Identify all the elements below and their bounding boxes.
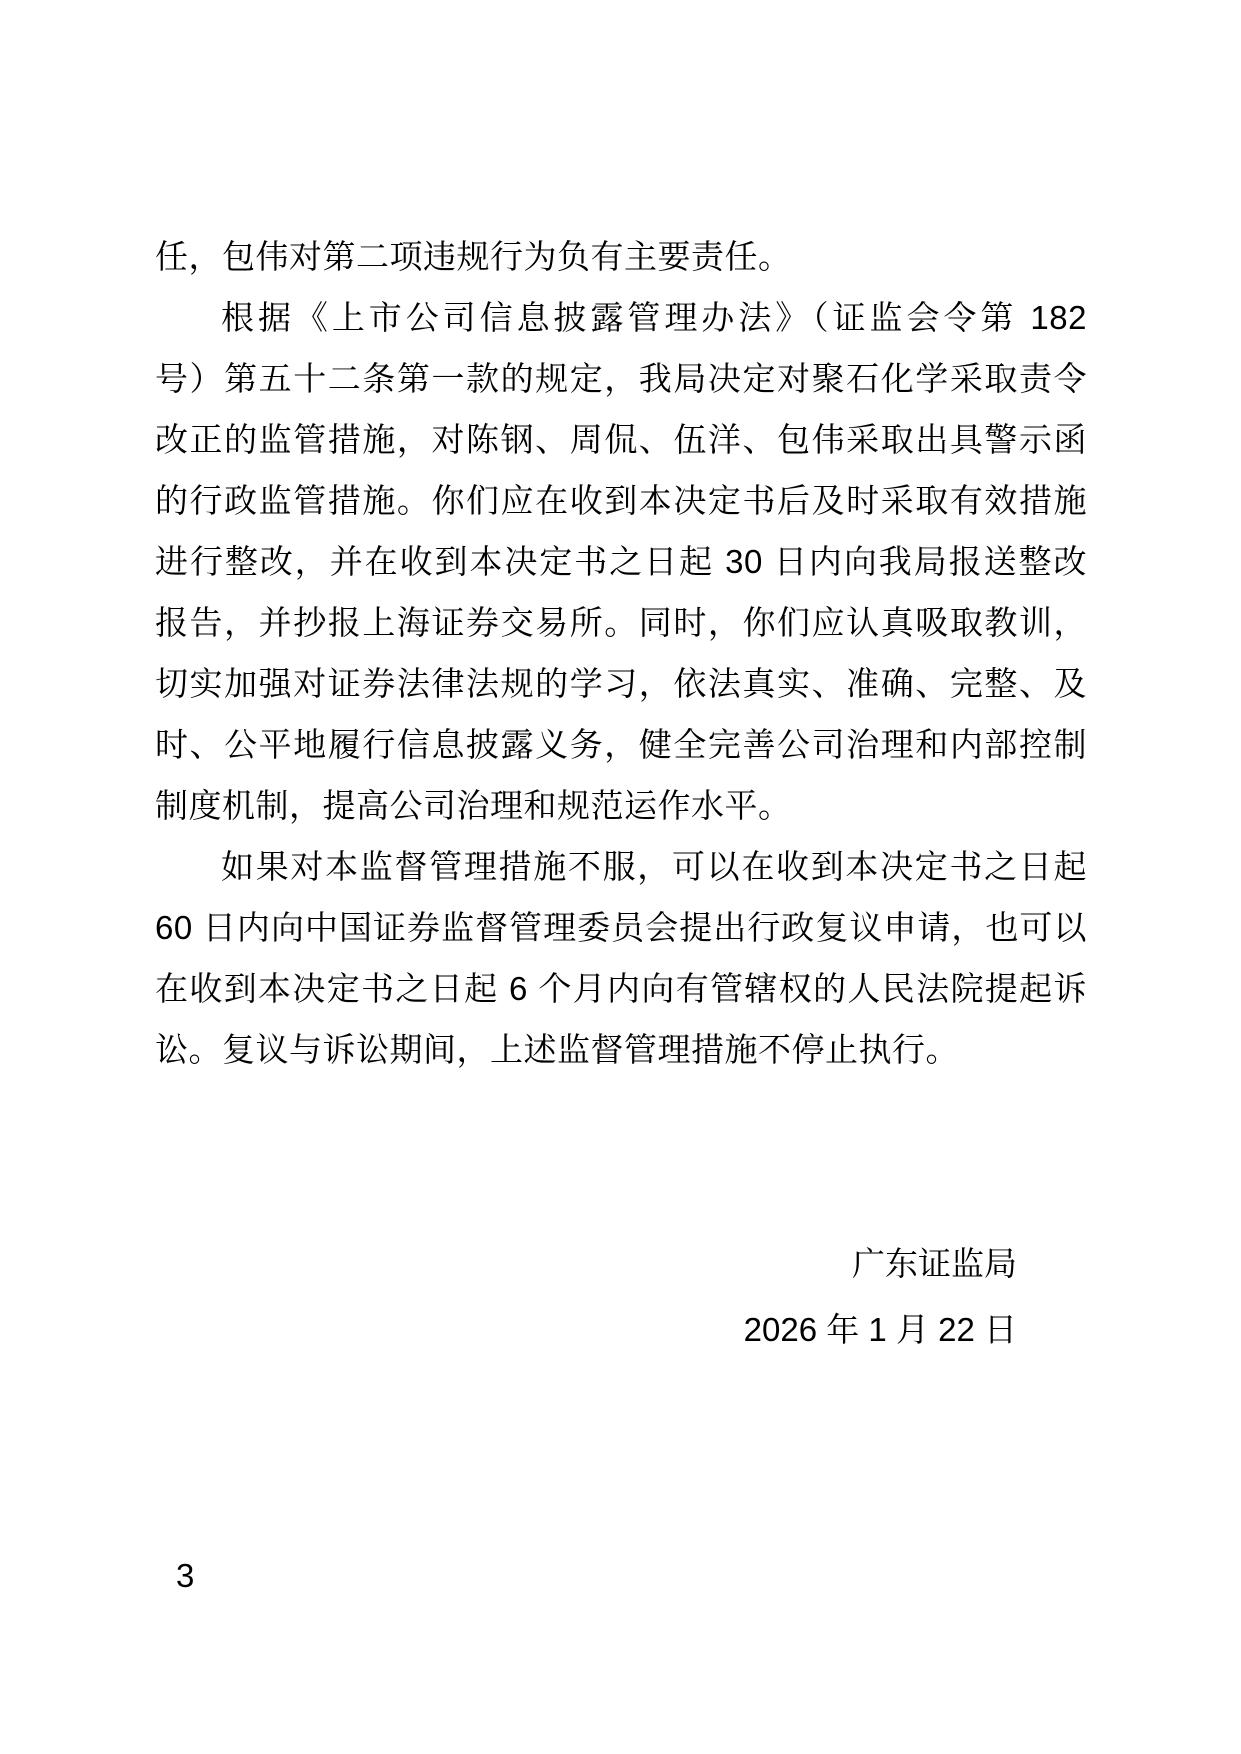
signature-block xyxy=(155,1231,1087,1363)
body-line: 切实加强对证券法律法规的学习，依法真实、准确、完整、及 xyxy=(155,665,1087,702)
issue-date: 2026 年 1 月 22 日 xyxy=(743,1311,1017,1348)
body-line: 报告，并抄报上海证券交易所。同时，你们应认真吸取教训， xyxy=(155,604,1087,641)
body-line: 在收到本决定书之日起 6 个月内向有管辖权的人民法院提起诉 xyxy=(155,970,1087,1007)
document-body xyxy=(155,226,1087,1080)
body-line: 的行政监管措施。你们应在收到本决定书后及时采取有效措施 xyxy=(155,482,1087,519)
body-line: 号）第五十二条第一款的规定，我局决定对聚石化学采取责令 xyxy=(155,360,1087,397)
body-line: 改正的监管措施，对陈钢、周侃、伍洋、包伟采取出具警示函 xyxy=(155,421,1087,458)
issuer-name: 广东证监局 xyxy=(852,1245,1017,1282)
body-line: 进行整改，并在收到本决定书之日起 30 日内向我局报送整改 xyxy=(155,543,1087,580)
body-line: 任，包伟对第二项违规行为负有主要责任。 xyxy=(155,238,792,275)
body-line: 60 日内向中国证券监督管理委员会提出行政复议申请，也可以 xyxy=(155,909,1087,946)
body-line: 根据《上市公司信息披露管理办法》（证监会令第 182 xyxy=(221,299,1087,336)
body-line: 制度机制，提高公司治理和规范运作水平。 xyxy=(155,787,792,824)
body-line: 如果对本监督管理措施不服，可以在收到本决定书之日起 xyxy=(221,848,1087,885)
page-number: 3 xyxy=(176,1557,195,1594)
body-line: 讼。复议与诉讼期间，上述监督管理措施不停止执行。 xyxy=(155,1031,959,1068)
body-line: 时、公平地履行信息披露义务，健全完善公司治理和内部控制 xyxy=(155,726,1087,763)
